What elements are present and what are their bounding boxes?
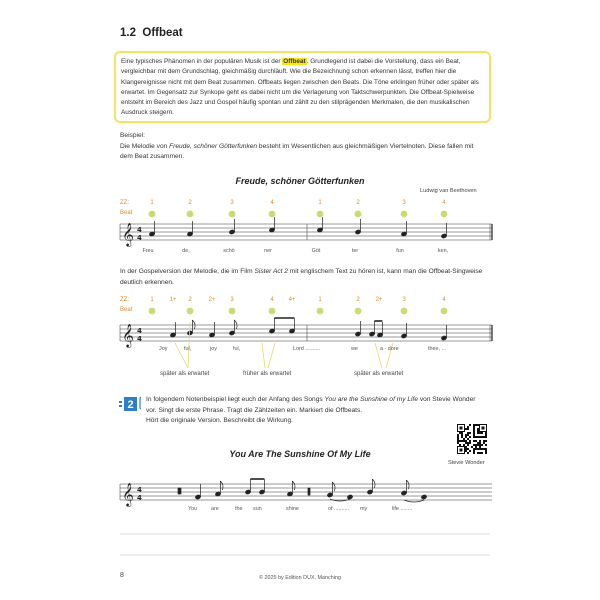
score1-count: 1 xyxy=(318,200,322,206)
task-text: In folgendem Notenbeispiel liegt euch der Anfang des Songs You are the Sunshine of my Life von Stevie Wonder vor. Singt die erste Phrase. Tragt die Zählzeiten ein. Markiert die Offbeats. Hört die originale Version. Beschreibt die Wirkung. xyxy=(146,396,476,424)
score2-count: 3 xyxy=(402,297,406,303)
example-intro: Beispiel: Die Melodie von Freude, schöner Götterfunken besteht im Wesentlichen aus gleichmäßigen Viertelnoten. Diese fallen mit dem Beat zusammen. xyxy=(120,131,480,163)
score2-count: 3 xyxy=(230,297,234,303)
score2-count: 4 xyxy=(442,297,446,303)
score2-lyric: a - dore xyxy=(380,346,399,352)
score1-count: 1 xyxy=(150,200,154,206)
score3-lyric: are xyxy=(211,506,219,512)
note-flag xyxy=(406,480,409,489)
score1-count: 4 xyxy=(270,200,274,206)
annotation-later-1: später als erwartet xyxy=(160,371,210,377)
score2-lyric: Joy xyxy=(159,346,168,352)
writing-lines xyxy=(120,534,490,555)
annotation-earlier: früher als erwartet xyxy=(243,371,292,377)
score3-lyric: You xyxy=(188,506,198,512)
note-flag xyxy=(292,481,295,490)
score1-lyric: ner xyxy=(264,248,272,254)
score1-composer: Ludwig van Beethoven xyxy=(420,188,477,194)
score1-count: 2 xyxy=(356,200,360,206)
score2-count: 2 xyxy=(188,297,192,303)
section-title: Offbeat xyxy=(142,27,183,39)
score1-title: Freude, schöner Götterfunken xyxy=(235,176,365,186)
score2-lyric: ful, xyxy=(233,346,241,352)
example-label: Beispiel: xyxy=(120,132,145,139)
score2-zz-label: ZZ: xyxy=(120,297,129,303)
section-number: 1.2 xyxy=(120,27,136,39)
score2-count: 4+ xyxy=(288,297,296,303)
score3-lyric: the xyxy=(235,506,243,512)
score2-count: 1 xyxy=(150,297,154,303)
svg-text:4: 4 xyxy=(137,234,142,242)
copyright: © 2025 by Edition DUX, Manching xyxy=(259,575,341,581)
treble-clef-icon: 𝄞 xyxy=(122,482,134,506)
score1-count: 3 xyxy=(230,200,234,206)
score1-lyric: fun xyxy=(396,248,404,254)
svg-text:4: 4 xyxy=(137,226,142,234)
note-head xyxy=(347,494,353,499)
score2-beat-label: Beat xyxy=(120,307,133,313)
score3-lyric: shine xyxy=(286,506,299,512)
score2-lyric: ful, xyxy=(184,346,192,352)
svg-text:4: 4 xyxy=(137,486,142,494)
score3-composer: Stevie Wonder xyxy=(448,460,485,466)
score1-lyric: ter xyxy=(351,248,359,254)
score1-lyric: schö xyxy=(223,248,235,254)
treble-clef-icon: 𝄞 xyxy=(122,323,134,347)
score1-lyric: Göt xyxy=(311,248,321,254)
definition-text: Eine typisches Phänomen in der populären Musik ist der Offbeat. Grundlegend ist dabei die Vorstellung, dass ein Beat, vergleichbar mit dem Grundschlag, gleichmäßig durchläuft. Wie die Bezeichnung schon erkennen lässt, treffen hier die Klangereignisse nicht mit dem Beat zusammen. Offbeats liegen zwischen den Beats. Die Töne erklingen früher oder später als erwartet. Im Gegensatz zur Synkope geht es dabei nicht um die Verlagerung von Taktschwerpunkten. Die Offbeat-Spielweise entsteht im Bereich des Jazz und Gospel häufig spontan und zählt zu den stilprägenden Merkmalen, die den musikalischen Ausdruck steigern. xyxy=(121,58,479,117)
score2-count: 1+ xyxy=(169,297,177,303)
tie xyxy=(404,500,424,502)
score1-zz-label: ZZ: xyxy=(120,200,129,206)
score2-count: 2 xyxy=(356,297,360,303)
treble-clef-icon: 𝄞 xyxy=(122,222,134,246)
score3-title: You Are The Sunshine Of My Life xyxy=(229,449,371,459)
score2-count: 2+ xyxy=(375,297,383,303)
score2-lyric: Lord .......... xyxy=(293,346,321,352)
note-flag xyxy=(220,481,223,490)
score2-lyric: we xyxy=(351,346,358,352)
gospel-intro: In der Gospelversion der Melodie, die im Film Sister Act 2 mit englischem Text zu hören ist, kann man die Offbeat-Singweise deutlich erkennen. xyxy=(120,268,483,286)
score1-lyric: ken, xyxy=(437,248,449,254)
svg-text:4: 4 xyxy=(137,327,142,335)
quarter-rest xyxy=(178,488,181,494)
score2-count: 1 xyxy=(318,297,322,303)
task-number: 2 xyxy=(127,399,134,411)
score3-lyric: sun xyxy=(253,506,262,512)
score3-lyric: my xyxy=(360,506,368,512)
score1-lyric: Freu xyxy=(142,248,154,254)
score2-count: 2+ xyxy=(208,297,216,303)
offbeat-highlight: Offbeat xyxy=(283,58,306,65)
note-head xyxy=(421,494,427,499)
page-number: 8 xyxy=(120,572,124,579)
note-flag xyxy=(332,482,335,491)
score2-lyric: thee, ... xyxy=(428,346,446,352)
score1-count: 4 xyxy=(442,200,446,206)
score2-lyric: joy xyxy=(210,346,217,352)
score1-lyric: de, xyxy=(182,248,190,254)
score3-lyric: life ........ xyxy=(392,506,413,512)
note-flag xyxy=(372,479,375,488)
score2-count: 4 xyxy=(270,297,274,303)
score3-lyric: of .......... xyxy=(328,506,349,512)
score1-count: 2 xyxy=(188,200,192,206)
annotation-later-2: später als erwartet xyxy=(354,371,404,377)
svg-text:4: 4 xyxy=(137,335,142,343)
eighth-rest xyxy=(308,488,310,495)
score1-beat-label: Beat xyxy=(120,210,133,216)
svg-text:4: 4 xyxy=(137,494,142,502)
score1-count: 3 xyxy=(402,200,406,206)
